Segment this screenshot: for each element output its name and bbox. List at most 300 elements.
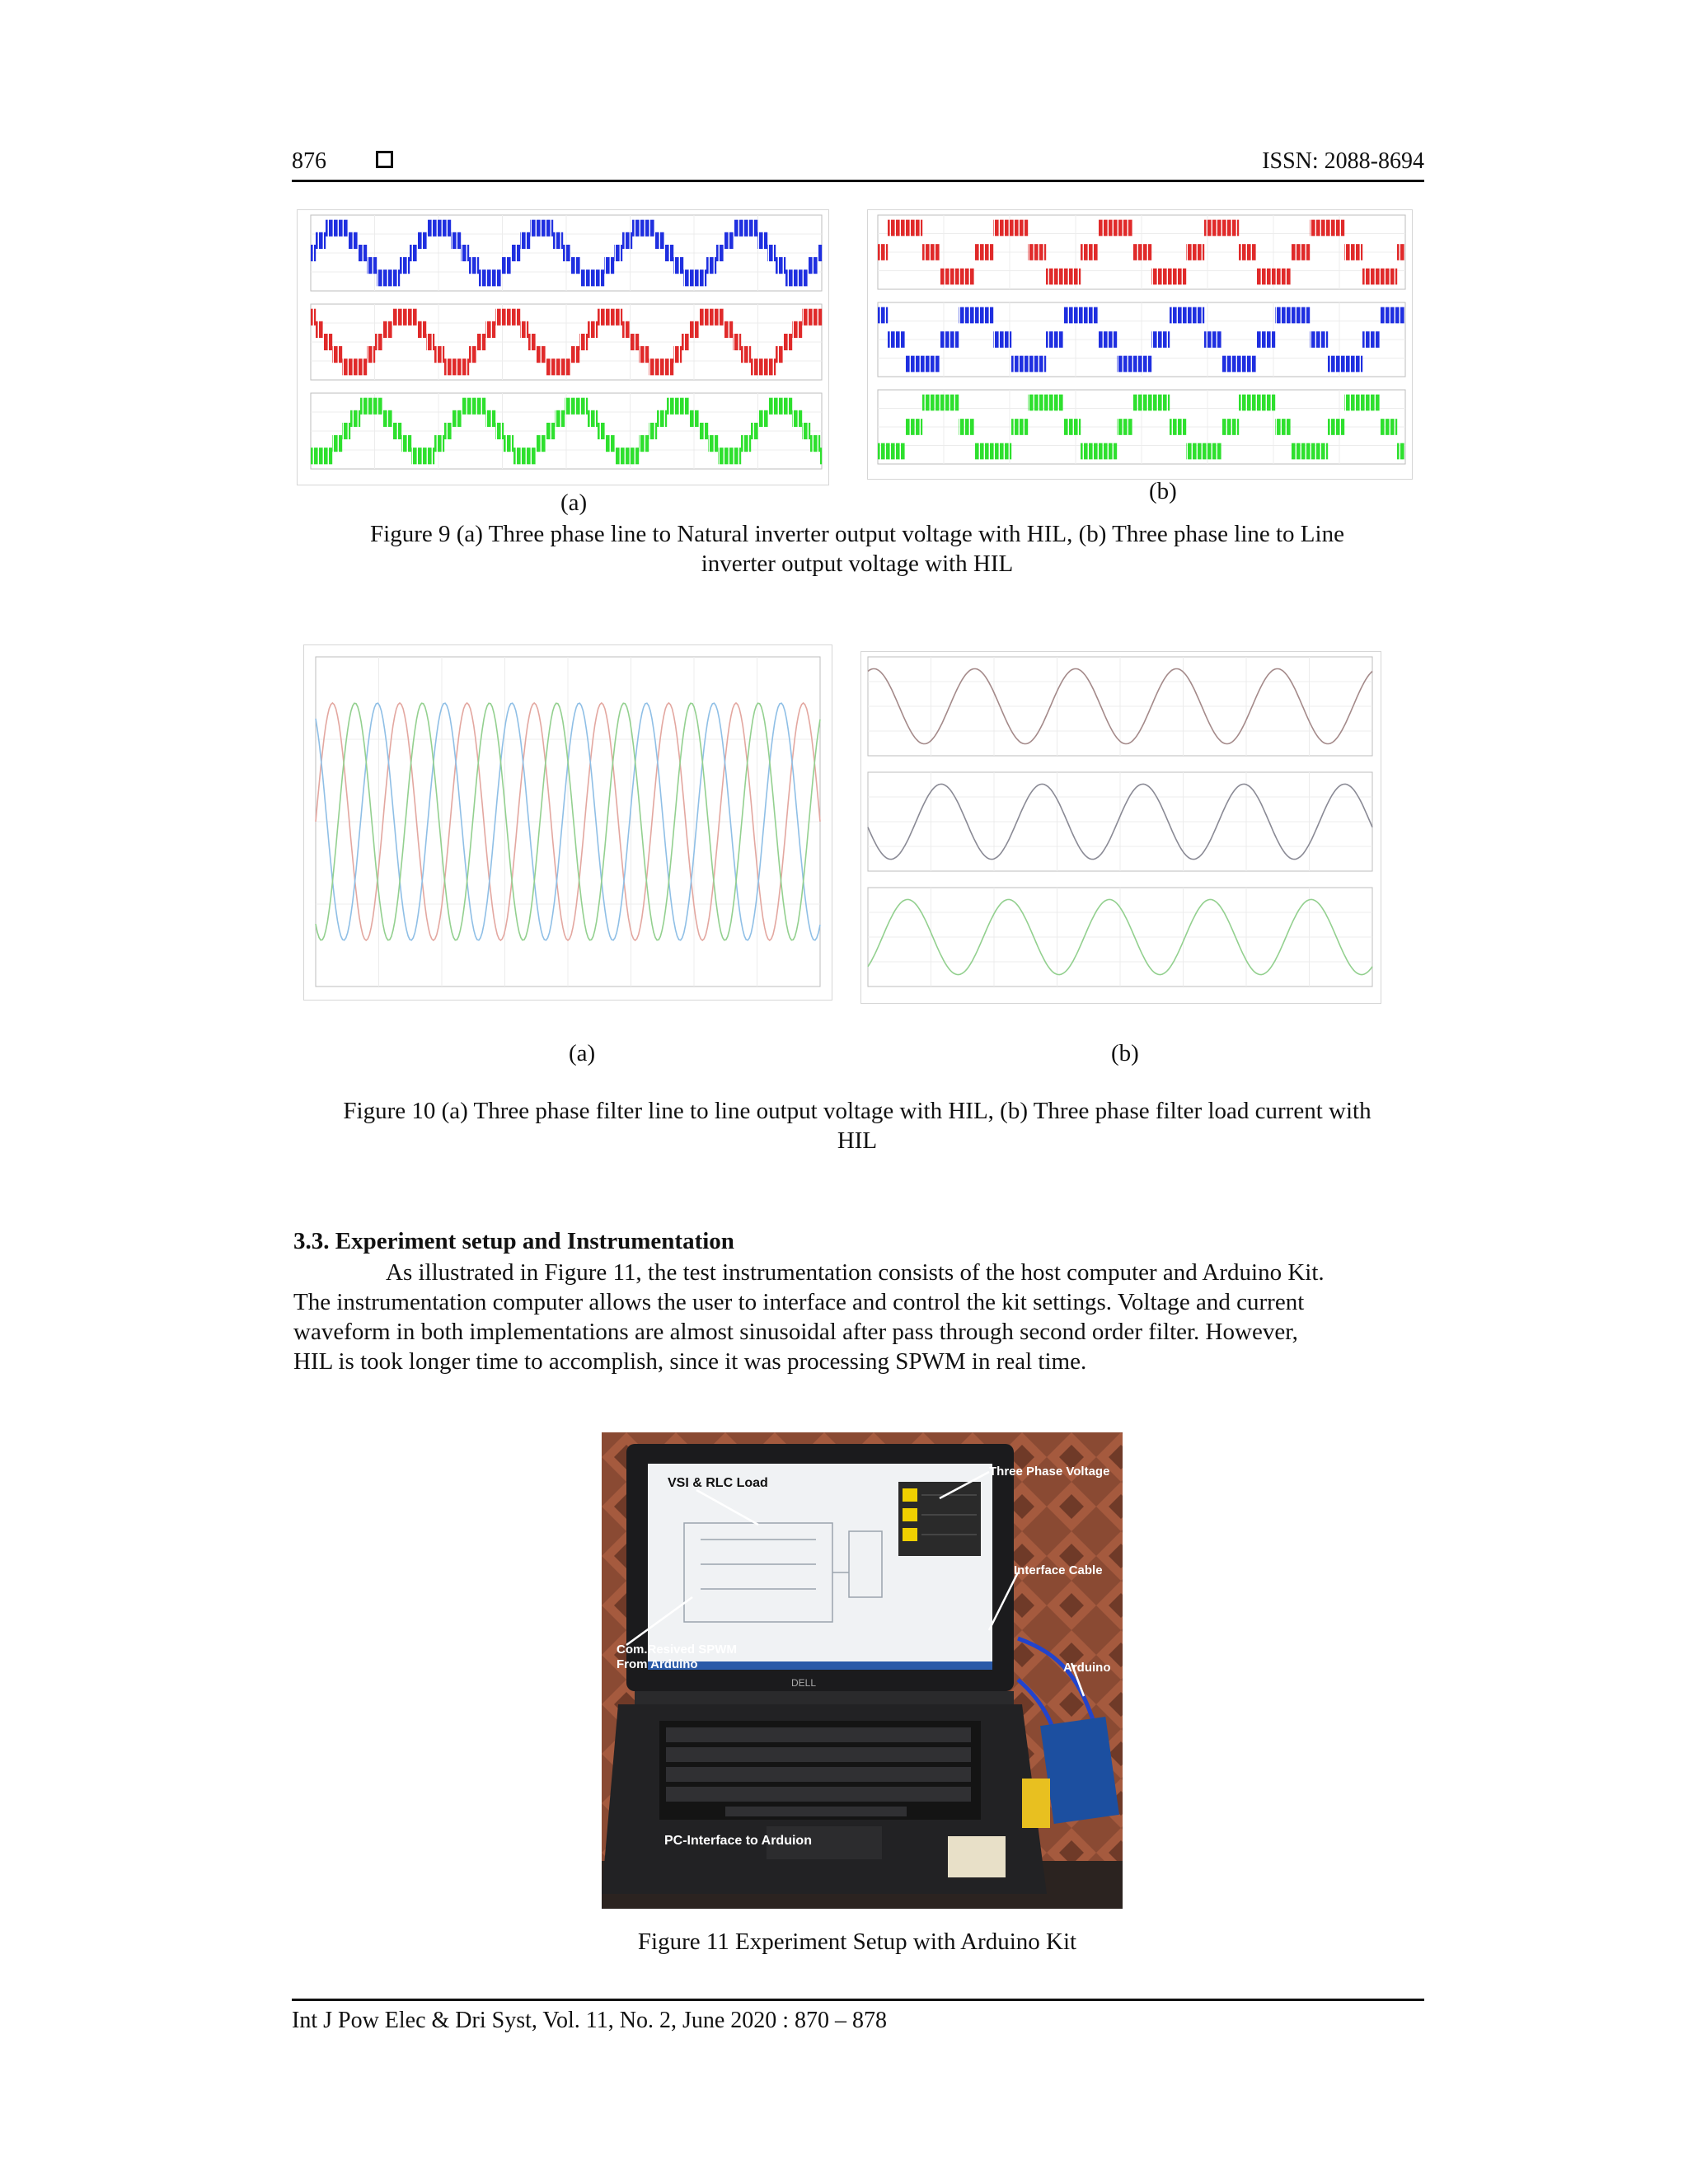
- fig9b-series-pulse: [998, 443, 999, 460]
- fig9b-series-pulse: [977, 244, 978, 260]
- fig9a-series-pulse: [462, 245, 464, 261]
- fig9a-series-pulse: [413, 245, 415, 261]
- fig9a-series-pulse: [317, 321, 318, 338]
- fig9a-series-pulse: [619, 448, 620, 464]
- fig9a-series-pulse: [563, 245, 565, 261]
- fig9a-series-pulse: [420, 321, 421, 338]
- fig9a-series-pulse: [657, 410, 659, 427]
- fig9a-series-pulse: [517, 245, 518, 261]
- fig9b-series-pulse: [886, 307, 888, 324]
- fig9b-series-pulse: [942, 331, 944, 348]
- fig9a-series-pulse: [642, 346, 644, 363]
- figure-10-caption-line1: Figure 10 (a) Three phase filter line to line output voltage with HIL, (b) Three phase filter load current with: [343, 1098, 1372, 1124]
- fig9a-series-pulse: [474, 257, 476, 274]
- fig9b-series-pulse: [1000, 331, 1001, 348]
- fig9a-series-pulse: [584, 334, 585, 350]
- fig9a-series-pulse: [405, 435, 406, 452]
- fig9b-series-pulse: [1184, 419, 1186, 435]
- fig9a-series-pulse: [469, 257, 471, 274]
- fig9b-series-pulse: [1353, 356, 1354, 373]
- fig9b-series-pulse: [1374, 331, 1375, 348]
- fig9a-series-pulse: [499, 269, 500, 286]
- fig9b-series-pulse: [921, 356, 922, 373]
- fig9b-series-pulse: [965, 307, 967, 324]
- fig9b-series-pulse: [1280, 307, 1281, 324]
- fig9b-series-pulse: [1025, 220, 1026, 237]
- fig9b-series-pulse: [1376, 395, 1377, 411]
- fig9b-series-pulse: [1303, 244, 1305, 260]
- fig9b-series-pulse: [1077, 269, 1078, 285]
- fig9b-series-pulse: [1171, 269, 1172, 285]
- fig9a-series-pulse: [774, 398, 776, 415]
- fig9a-series-pulse: [733, 334, 734, 350]
- fig9b-series-pulse: [1259, 269, 1260, 285]
- fig9b-series-pulse: [1371, 269, 1372, 285]
- fig9a-series-pulse: [729, 448, 731, 464]
- fig9b-series-pulse: [1110, 443, 1112, 460]
- fig9b-series-pulse: [1026, 419, 1028, 435]
- fig9b-series-pulse: [944, 331, 945, 348]
- fig9a-series-pulse: [555, 232, 556, 249]
- fig9a-series-pulse: [510, 309, 511, 326]
- fig9b-series-pulse: [1334, 419, 1335, 435]
- fig9b-series-pulse: [1399, 307, 1400, 324]
- fig9b-series-pulse: [1165, 269, 1166, 285]
- fig9b-series-pulse: [1175, 269, 1176, 285]
- fig9a-series-pulse: [528, 232, 530, 249]
- fig9b-series-pulse: [998, 220, 999, 237]
- fig9b-series-pulse: [1290, 419, 1291, 435]
- fig9b-series-pulse: [985, 307, 987, 324]
- section-heading: 3.3. Experiment setup and Instrumentation: [293, 1228, 734, 1254]
- fig9b-series-pulse: [922, 244, 924, 260]
- fig9b-series-pulse: [978, 307, 979, 324]
- fig9b-series-pulse: [1394, 269, 1395, 285]
- fig9b-series-pulse: [1361, 356, 1362, 373]
- fig9a-series-pulse: [467, 245, 469, 261]
- fig9a-series-pulse: [571, 398, 573, 415]
- fig9b-series-pulse: [1267, 269, 1268, 285]
- fig9b-series-pulse: [1178, 419, 1179, 435]
- fig9a-series-pulse: [568, 359, 570, 375]
- fig9b-series-pulse: [1259, 395, 1260, 411]
- fig9a-series-pulse: [746, 220, 748, 237]
- fig9a-series-pulse: [785, 334, 787, 350]
- fig9b-series-pulse: [1316, 220, 1318, 237]
- fig9a-series-pulse: [573, 346, 574, 363]
- fig9a-series-pulse: [416, 245, 417, 261]
- fig9a-series-pulse: [357, 410, 358, 427]
- fig9b-series-pulse: [1372, 269, 1374, 285]
- fig9a-series-pulse: [436, 435, 437, 452]
- fig9a-series-pulse: [421, 232, 422, 249]
- fig9b-series-pulse: [1059, 331, 1061, 348]
- fig9b-series-pulse: [1305, 443, 1306, 460]
- fig9b-series-pulse: [1021, 356, 1023, 373]
- fig9a-series-pulse: [604, 257, 605, 274]
- fig9a-series-pulse: [629, 321, 630, 338]
- fig9a-series-pulse: [525, 448, 526, 464]
- fig9a-series-pulse: [411, 245, 412, 261]
- figure-9a-label: (a): [560, 490, 588, 516]
- fig9a-series-pulse: [555, 359, 556, 375]
- fig9b-series-pulse: [1191, 244, 1192, 260]
- figure-10a-label: (a): [569, 1040, 596, 1066]
- fig9b-series-pulse: [1056, 269, 1057, 285]
- fig9a-series-pulse: [799, 410, 800, 427]
- fig9b-series-pulse: [1295, 244, 1296, 260]
- fig9a-series-pulse: [603, 309, 604, 326]
- fig9b-series-pulse: [1301, 244, 1303, 260]
- fig9b-series-pulse: [1044, 395, 1046, 411]
- fig9b-series-pulse: [1234, 220, 1236, 237]
- fig9a-series-pulse: [533, 220, 535, 237]
- fig9a-series-pulse: [540, 346, 541, 363]
- fig9b-series-pulse: [1089, 307, 1090, 324]
- fig9a-series-pulse: [764, 232, 766, 249]
- fig9a-series-pulse: [718, 245, 719, 261]
- fig9b-series-pulse: [1148, 356, 1150, 373]
- fig9b-series-pulse: [1399, 244, 1400, 260]
- fig9a-series-pulse: [655, 423, 657, 439]
- fig9a-series-pulse: [523, 232, 525, 249]
- fig9b-series-pulse: [1285, 419, 1286, 435]
- fig9b-series-pulse: [1239, 356, 1240, 373]
- fig9b-series-pulse: [1025, 356, 1026, 373]
- fig9a-series-pulse: [515, 448, 516, 464]
- fig9a-series-pulse: [692, 269, 693, 286]
- fig9b-series-pulse: [1123, 419, 1125, 435]
- fig9a-series-pulse: [757, 359, 758, 375]
- fig9a-series-pulse: [711, 435, 713, 452]
- fig9a-series-pulse: [632, 334, 634, 350]
- fig9a-series-pulse: [581, 269, 583, 286]
- fig9b-series-pulse: [1336, 220, 1338, 237]
- fig9b-series-pulse: [1191, 307, 1192, 324]
- fig9a-series-pulse: [604, 423, 605, 439]
- fig9b-series-pulse: [1262, 331, 1264, 348]
- fig9b-series-pulse: [1067, 269, 1068, 285]
- fig9a-series-pulse: [424, 448, 426, 464]
- fig9b-series-pulse: [1179, 307, 1181, 324]
- fig9b-series-pulse: [1029, 356, 1031, 373]
- fig9a-series-pulse: [601, 309, 603, 326]
- fig9b-series-pulse: [1105, 220, 1107, 237]
- fig9b-series-pulse: [1367, 395, 1369, 411]
- fig9a-series-pulse: [342, 423, 343, 439]
- fig9a-series-pulse: [790, 269, 792, 286]
- fig9b-series-pulse: [1127, 220, 1128, 237]
- fig9a-series-pulse: [378, 398, 380, 415]
- fig9a-series-pulse: [354, 359, 355, 375]
- fig9a-series-pulse: [335, 435, 337, 452]
- fig9a-series-pulse: [380, 398, 382, 415]
- fig9a-series-pulse: [680, 257, 682, 274]
- fig9a-series-pulse: [713, 257, 714, 274]
- fig9b-series-pulse: [884, 443, 885, 460]
- fig9a-series-pulse: [490, 321, 491, 338]
- fig9a-series-pulse: [596, 269, 598, 286]
- fig9b-series-pulse: [1207, 331, 1209, 348]
- fig9b-series-pulse: [975, 244, 977, 260]
- fig9a-series-pulse: [388, 269, 390, 286]
- fig9a-series-pulse: [500, 269, 501, 286]
- fig9a-series-pulse: [551, 359, 553, 375]
- fig9a-series-pulse: [733, 232, 734, 249]
- fig9a-series-pulse: [639, 220, 640, 237]
- fig9a-series-pulse: [415, 309, 416, 326]
- fig9b-series-pulse: [917, 356, 919, 373]
- fig9b-series-pulse: [1214, 443, 1216, 460]
- fig9b-series-pulse: [1150, 395, 1151, 411]
- fig9b-series-pulse: [1196, 307, 1197, 324]
- fig9a-series-pulse: [594, 321, 595, 338]
- fig9b-series-pulse: [1369, 269, 1370, 285]
- fig9a-series-pulse: [814, 257, 815, 274]
- fig9a-series-pulse: [612, 435, 614, 452]
- fig9b-series-pulse: [889, 220, 890, 237]
- fig9a-series-pulse: [413, 448, 415, 464]
- fig9a-series-pulse: [370, 257, 372, 274]
- fig9b-series-pulse: [945, 331, 947, 348]
- fig9b-series-pulse: [1357, 356, 1359, 373]
- fig9b-series-pulse: [1023, 356, 1024, 373]
- fig9a-series-pulse: [500, 423, 501, 439]
- fig9b-series-pulse: [1026, 220, 1028, 237]
- fig9b-series-pulse: [1071, 419, 1072, 435]
- fig9a-series-pulse: [359, 359, 360, 375]
- fig9b-series-pulse: [1283, 307, 1285, 324]
- figure-10a-waveforms: [304, 645, 832, 1000]
- fig9a-series-pulse: [795, 321, 797, 338]
- fig9a-series-pulse: [698, 269, 699, 286]
- fig9b-series-pulse: [1064, 419, 1066, 435]
- fig9a-series-pulse: [362, 359, 363, 375]
- fig9b-series-pulse: [1237, 419, 1239, 435]
- fig9b-series-pulse: [1105, 331, 1107, 348]
- fig9a-series-pulse: [594, 269, 595, 286]
- fig9b-series-pulse: [904, 443, 905, 460]
- fig9a-series-pulse: [350, 232, 352, 249]
- fig9a-series-pulse: [502, 257, 504, 274]
- fig9a-series-pulse: [479, 334, 481, 350]
- fig9b-series-pulse: [904, 331, 905, 348]
- fig9b-series-pulse: [1313, 220, 1315, 237]
- fig9b-series-pulse: [990, 244, 992, 260]
- fig9b-series-pulse: [1049, 269, 1051, 285]
- fig9b-series-pulse: [1293, 244, 1295, 260]
- fig9b-series-pulse: [891, 443, 893, 460]
- fig9b-series-pulse: [1359, 395, 1360, 411]
- fig9b-series-pulse: [903, 443, 904, 460]
- fig9a-series-pulse: [771, 359, 772, 375]
- fig9a-series-pulse: [668, 359, 669, 375]
- fig9a-series-pulse: [609, 435, 610, 452]
- fig9a-series-pulse: [622, 448, 624, 464]
- fig9a-series-pulse: [492, 269, 494, 286]
- fig9a-series-pulse: [357, 359, 358, 375]
- fig9b-series-pulse: [881, 443, 883, 460]
- fig9b-series-pulse: [1379, 331, 1380, 348]
- fig9a-series-pulse: [617, 448, 619, 464]
- fig9a-series-pulse: [444, 359, 446, 375]
- fig9a-series-pulse: [675, 346, 677, 363]
- fig9a-series-pulse: [645, 220, 647, 237]
- fig9b-series-pulse: [1107, 443, 1108, 460]
- fig9b-series-pulse: [985, 244, 987, 260]
- fig9b-series-pulse: [1300, 244, 1301, 260]
- fig9b-series-pulse: [919, 356, 920, 373]
- fig9b-series-pulse: [1214, 331, 1216, 348]
- fig9a-series-pulse: [724, 321, 726, 338]
- fig9b-series-pulse: [1067, 307, 1068, 324]
- fig9b-series-pulse: [1038, 244, 1039, 260]
- fig9a-series-pulse: [574, 346, 575, 363]
- fig9a-series-pulse: [779, 398, 781, 415]
- fig9a-series-pulse: [634, 220, 635, 237]
- fig9a-series-pulse: [617, 309, 619, 326]
- fig9a-series-pulse: [327, 220, 328, 237]
- fig9b-series-pulse: [1034, 356, 1036, 373]
- fig9a-series-pulse: [448, 423, 449, 439]
- fig9b-series-pulse: [1151, 331, 1152, 348]
- fig9a-series-pulse: [662, 410, 663, 427]
- fig9b-series-pulse: [1252, 356, 1254, 373]
- fig9b-series-pulse: [1329, 356, 1330, 373]
- fig9b-series-pulse: [980, 244, 982, 260]
- fig9b-series-pulse: [1292, 443, 1293, 460]
- fig9a-series-pulse: [751, 423, 753, 439]
- fig9b-series-pulse: [1254, 395, 1255, 411]
- fig9a-series-pulse: [367, 257, 368, 274]
- fig9b-series-pulse: [1151, 395, 1152, 411]
- fig9a-series-pulse: [345, 220, 347, 237]
- fig9b-series-pulse: [1117, 220, 1118, 237]
- fig9b-series-pulse: [1020, 419, 1021, 435]
- fig9b-series-pulse: [1356, 244, 1357, 260]
- fig9b-series-pulse: [985, 443, 987, 460]
- fig9a-series-pulse: [800, 321, 802, 338]
- fig9a-series-pulse: [504, 435, 505, 452]
- fig9b-series-pulse: [1110, 220, 1112, 237]
- fig9b-series-pulse: [1222, 220, 1224, 237]
- fig9b-series-pulse: [1173, 419, 1175, 435]
- fig9b-series-pulse: [1165, 331, 1166, 348]
- fig9b-series-pulse: [921, 419, 922, 435]
- fig9a-series-pulse: [500, 309, 501, 326]
- fig9b-series-pulse: [1390, 307, 1392, 324]
- fig9b-series-pulse: [1084, 443, 1085, 460]
- fig9b-series-pulse: [1321, 443, 1323, 460]
- fig9a-series-pulse: [759, 410, 761, 427]
- fig9a-series-pulse: [687, 398, 688, 415]
- fig9b-series-pulse: [1374, 395, 1375, 411]
- fig9b-series-pulse: [1041, 356, 1043, 373]
- fig9a-series-pulse: [532, 334, 533, 350]
- fig9a-series-pulse: [372, 398, 373, 415]
- fig9a-series-pulse: [347, 220, 348, 237]
- fig9b-series-pulse: [1005, 331, 1006, 348]
- fig9a-series-pulse: [464, 245, 466, 261]
- fig9b-series-pulse: [1242, 395, 1244, 411]
- fig9b-series-pulse: [1123, 220, 1125, 237]
- fig9b-series-pulse: [1237, 220, 1239, 237]
- fig9b-series-pulse: [1130, 220, 1132, 237]
- fig9b-series-pulse: [1329, 220, 1330, 237]
- fig9b-series-pulse: [883, 307, 884, 324]
- fig9a-series-pulse: [530, 334, 531, 350]
- figure-10a-plot: [303, 644, 832, 1001]
- fig9b-series-pulse: [1046, 331, 1048, 348]
- fig9a-series-pulse: [464, 359, 466, 375]
- fig9b-series-pulse: [1348, 395, 1349, 411]
- fig9a-series-pulse: [635, 448, 637, 464]
- fig9a-series-pulse: [459, 232, 461, 249]
- fig9b-series-pulse: [907, 419, 909, 435]
- fig9a-series-pulse: [632, 220, 634, 237]
- fig9a-series-pulse: [593, 269, 594, 286]
- fig9b-series-pulse: [1298, 443, 1300, 460]
- fig9a-series-pulse: [652, 423, 654, 439]
- fig9a-series-pulse: [789, 398, 790, 415]
- fig9b-series-pulse: [1389, 307, 1390, 324]
- fig9a-series-pulse: [640, 220, 642, 237]
- fig9b-series-pulse: [1183, 419, 1184, 435]
- fig9a-series-pulse: [420, 232, 421, 249]
- fig9b-series-pulse: [1016, 220, 1018, 237]
- fig9a-series-pulse: [724, 448, 726, 464]
- fig9b-series-pulse: [1148, 244, 1150, 260]
- fig9b-series-pulse: [1155, 269, 1156, 285]
- fig9b-series-pulse: [949, 395, 950, 411]
- fig9a-series-pulse: [400, 257, 401, 274]
- fig9a-series-pulse: [576, 398, 578, 415]
- fig9a-series-pulse: [487, 410, 489, 427]
- fig9a-series-pulse: [477, 257, 479, 274]
- fig9a-series-pulse: [817, 435, 818, 452]
- fig9b-series-pulse: [1282, 307, 1283, 324]
- fig9a-series-pulse: [723, 309, 724, 326]
- fig9b-series-pulse: [949, 331, 950, 348]
- fig9b-series-pulse: [1244, 244, 1245, 260]
- fig9b-series-pulse: [1346, 244, 1348, 260]
- fig9b-series-pulse: [1125, 419, 1127, 435]
- fig9b-series-pulse: [1056, 395, 1057, 411]
- fig9b-series-pulse: [1087, 244, 1088, 260]
- fig9a-series-pulse: [398, 309, 400, 326]
- fig9a-series-pulse: [589, 321, 590, 338]
- fig9b-series-pulse: [1224, 356, 1226, 373]
- fig9b-series-pulse: [1341, 419, 1343, 435]
- fig9a-series-pulse: [701, 423, 703, 439]
- fig9b-series-pulse: [1191, 443, 1192, 460]
- fig9a-series-pulse: [314, 245, 316, 261]
- fig9a-series-pulse: [360, 245, 362, 261]
- fig9a-series-pulse: [558, 359, 560, 375]
- fig9b-series-pulse: [1395, 419, 1397, 435]
- fig9a-series-pulse: [588, 269, 589, 286]
- fig9b-series-pulse: [1257, 269, 1259, 285]
- fig9b-series-pulse: [904, 220, 905, 237]
- fig9a-series-pulse: [340, 346, 342, 363]
- fig9b-series-pulse: [1011, 419, 1013, 435]
- fig9a-series-pulse: [708, 309, 709, 326]
- fig9b-series-pulse: [945, 395, 947, 411]
- fig9a-series-pulse: [466, 245, 467, 261]
- fig9a-series-pulse: [818, 245, 820, 261]
- fig9a-series-pulse: [690, 269, 692, 286]
- fig9b-series-pulse: [1102, 443, 1103, 460]
